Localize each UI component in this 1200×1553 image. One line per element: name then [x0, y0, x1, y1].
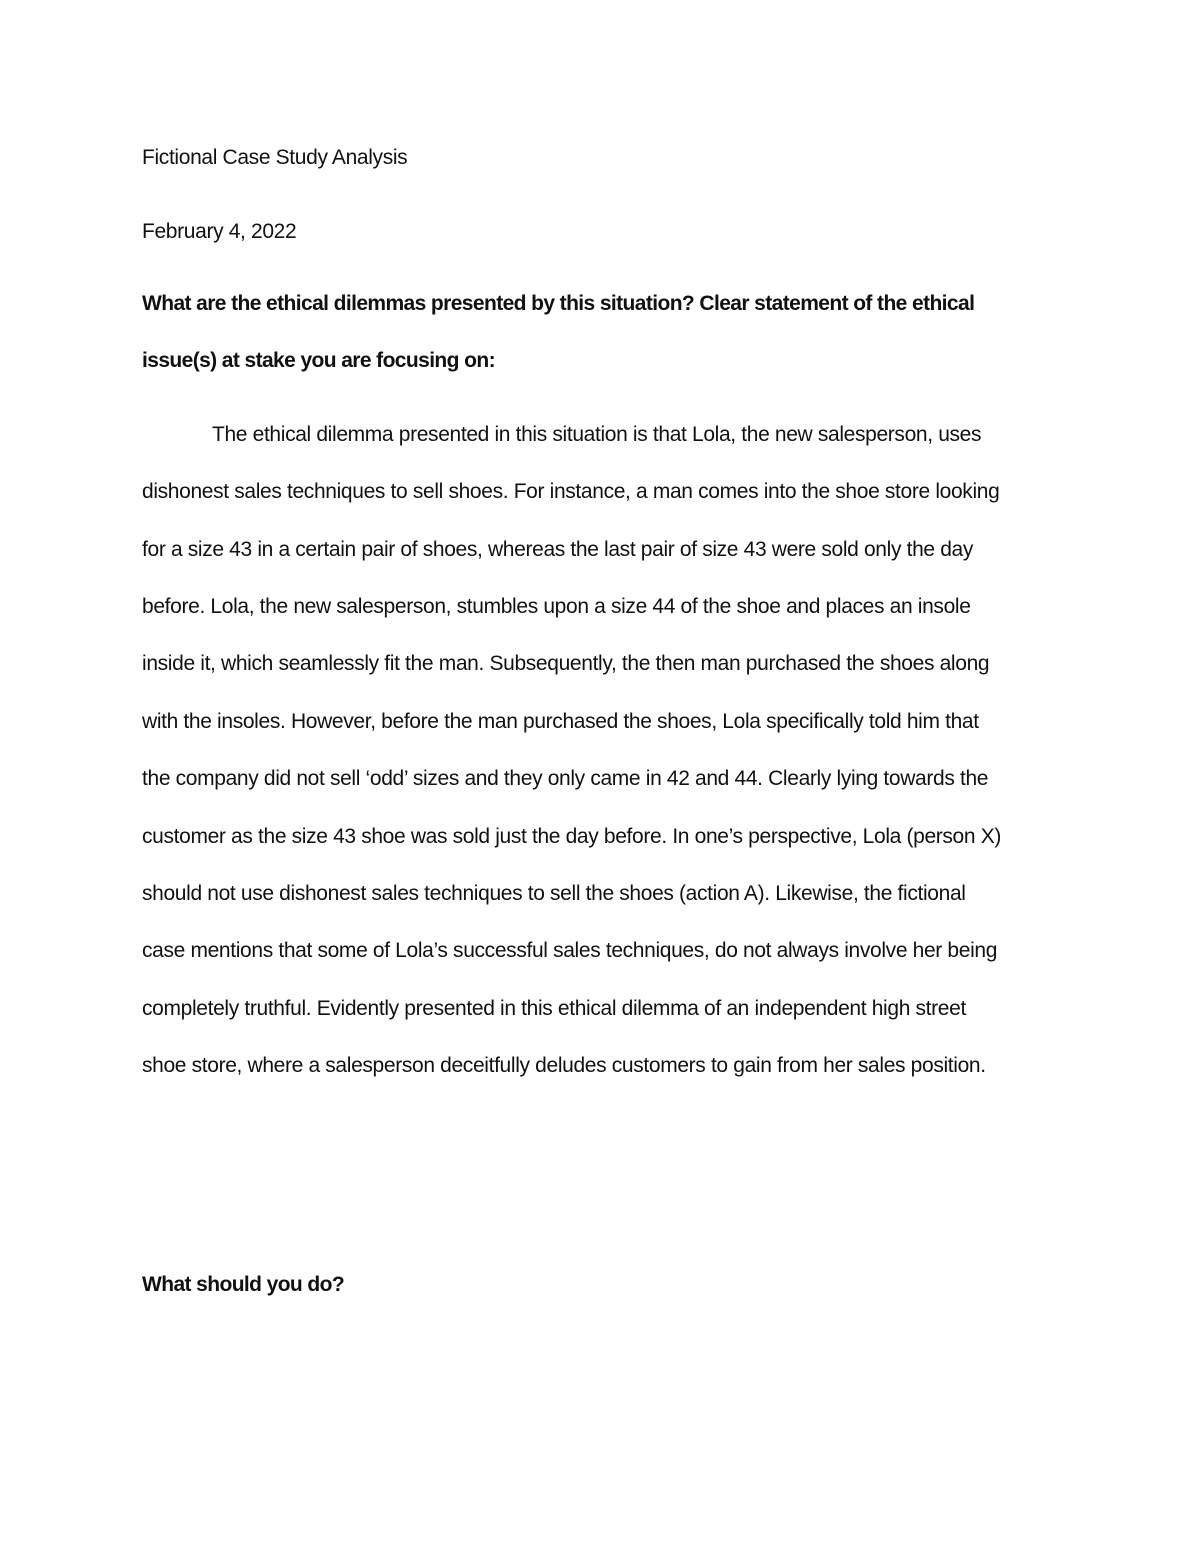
- paragraph-line: shoe store, where a salesperson deceitfully deludes customers to gain from her sales position.: [142, 1054, 986, 1077]
- paragraph-line: before. Lola, the new salesperson, stumbles upon a size 44 of the shoe and places an insole: [142, 595, 971, 618]
- document-title: Fictional Case Study Analysis: [142, 146, 408, 169]
- paragraph-line: dishonest sales techniques to sell shoes. For instance, a man comes into the shoe store looking: [142, 480, 1000, 503]
- paragraph-line: with the insoles. However, before the man purchased the shoes, Lola specifically told him that: [142, 710, 979, 733]
- paragraph-line: completely truthful. Evidently presented in this ethical dilemma of an independent high street: [142, 997, 966, 1020]
- paragraph-line: the company did not sell ‘odd’ sizes and they only came in 42 and 44. Clearly lying towards the: [142, 767, 989, 790]
- paragraph-line: inside it, which seamlessly fit the man. Subsequently, the then man purchased the shoes along: [142, 652, 990, 675]
- paragraph-line: for a size 43 in a certain pair of shoes, whereas the last pair of size 43 were sold only the day: [142, 538, 974, 561]
- question-heading-line: issue(s) at stake you are focusing on:: [142, 349, 495, 372]
- paragraph-line: The ethical dilemma presented in this situation is that Lola, the new salesperson, uses: [212, 423, 982, 446]
- document-date: February 4, 2022: [142, 220, 297, 243]
- paragraph-line: customer as the size 43 shoe was sold just the day before. In one’s perspective, Lola (person X): [142, 825, 1002, 848]
- question-heading: What should you do?: [142, 1273, 345, 1296]
- paragraph-line: should not use dishonest sales techniques to sell the shoes (action A). Likewise, the fictional: [142, 882, 966, 905]
- question-heading-line: What are the ethical dilemmas presented by this situation? Clear statement of the ethical: [142, 292, 975, 315]
- paragraph-line: case mentions that some of Lola’s successful sales techniques, do not always involve her being: [142, 939, 998, 962]
